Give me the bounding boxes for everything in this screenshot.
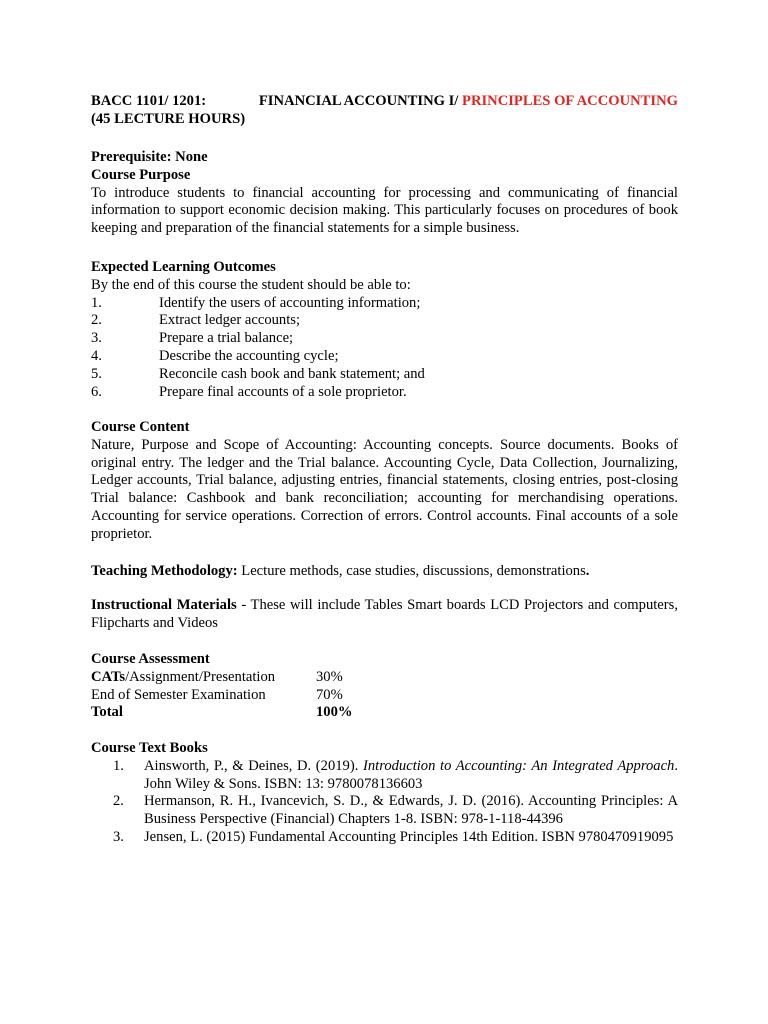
instructional-label: Instructional Materials: [91, 597, 237, 613]
outcomes-heading: Expected Learning Outcomes: [91, 259, 276, 275]
list-number: 1.: [113, 757, 124, 774]
book-entry: [144, 829, 678, 847]
text-books-list: [113, 758, 678, 847]
assessment-label-bold: CATs: [91, 668, 126, 685]
course-name-alt: PRINCIPLES OF ACCOUNTING: [462, 93, 678, 109]
list-number: 5.: [91, 365, 102, 382]
list-number: 1.: [91, 294, 102, 311]
list-item: [113, 829, 678, 847]
course-name: [259, 93, 678, 111]
list-text: Identify the users of accounting information;: [159, 294, 421, 311]
list-item: [91, 312, 678, 330]
assessment-value: 30%: [316, 668, 343, 685]
assessment-label: [91, 687, 316, 705]
list-number: 3.: [91, 330, 102, 347]
assessment-label-rest: /Assignment/Presentation: [125, 668, 276, 685]
list-text: Describe the accounting cycle;: [159, 347, 339, 364]
assessment-section: [91, 651, 678, 722]
list-text: Prepare a trial balance;: [159, 330, 294, 347]
list-item: [91, 366, 678, 384]
assessment-total-row: [91, 704, 678, 722]
list-item: [91, 348, 678, 366]
book-entry-pre: Ainsworth, P., & Deines, D. (2019).: [144, 757, 363, 774]
list-item: [113, 793, 678, 829]
teaching-end: .: [585, 563, 590, 579]
book-entry: [144, 758, 678, 794]
assessment-label-rest: End of Semester Examination: [91, 686, 266, 703]
course-purpose-heading: Course Purpose: [91, 166, 191, 183]
text-books-heading: Course Text Books: [91, 740, 208, 756]
course-purpose-text: To introduce students to financial accounting for processing and communicating of financial information to support economic decision making. This particularly focuses on procedures of book keeping and preparation of the financial statements for a simple business.: [91, 184, 678, 237]
book-entry: [144, 793, 678, 829]
assessment-total-label: Total: [91, 704, 123, 721]
instructional-text: - These will include Tables Smart boards LCD Projectors and computers, Flipcharts and Videos: [91, 597, 678, 631]
course-content-heading: Course Content: [91, 419, 190, 435]
list-number: 2.: [113, 793, 124, 810]
assessment-heading: Course Assessment: [91, 651, 210, 667]
assessment-value: 70%: [316, 686, 343, 703]
list-item: [91, 384, 678, 402]
list-number: 6.: [91, 383, 102, 400]
course-name-main: FINANCIAL ACCOUNTING I/: [258, 93, 459, 109]
list-text: Reconcile cash book and bank statement; and: [159, 365, 425, 382]
teaching-label: Teaching Methodology:: [91, 563, 238, 579]
assessment-total-value: 100%: [316, 704, 353, 721]
list-text: Prepare final accounts of a sole proprietor.: [159, 383, 407, 400]
prerequisite-line: Prerequisite: None: [91, 149, 208, 165]
list-number: 2.: [91, 312, 102, 329]
book-entry-post: . John Wiley & Sons. ISBN: 13: 9780078136603: [144, 757, 678, 792]
list-item: [91, 295, 678, 313]
book-entry-title: Introduction to Accounting: An Integrated Approach: [362, 757, 675, 774]
purpose-section: [91, 149, 678, 238]
instructional-materials: [91, 597, 678, 633]
lecture-hours: (45 LECTURE HOURS): [91, 110, 246, 127]
list-item: [113, 758, 678, 794]
course-content-text: Nature, Purpose and Scope of Accounting: Accounting concepts. Source documents. Books of original entry. The ledger and the Trial balance. Accounting Cycle, Data Collection, Journalizing, Ledger accounts, Trial balance, adjusting entries, financial statements, closing entries, post-closing Trial balance: Cashbook and bank reconciliation; accounting for merchandising operations. Accounting for service operations. Correction of errors. Control accounts. Final accounts of a sole proprietor.: [91, 436, 678, 542]
course-code: BACC 1101/ 1201:: [91, 93, 207, 109]
outcomes-list: [91, 295, 678, 402]
book-entry-pre: Hermanson, R. H., Ivancevich, S. D., & Edwards, J. D. (2016). Accounting Principles: A Business Perspective (Financial) Chapters 1-8. ISBN: 978-1-118-44396: [144, 793, 678, 828]
assessment-row: [91, 669, 678, 687]
outcomes-intro: By the end of this course the student should be able to:: [91, 276, 411, 293]
content-section: [91, 419, 678, 544]
list-text: Extract ledger accounts;: [159, 312, 301, 329]
list-number: 4.: [91, 347, 102, 364]
outcomes-section: [91, 259, 678, 401]
teaching-text: Lecture methods, case studies, discussions, demonstrations: [237, 563, 586, 579]
list-item: [91, 330, 678, 348]
course-title: [91, 93, 678, 129]
teaching-methodology: [91, 563, 678, 581]
course-title-line-1: [91, 93, 678, 111]
assessment-label: [91, 669, 316, 687]
book-entry-pre: Jensen, L. (2015) Fundamental Accounting Principles 14th Edition. ISBN 9780470919095: [144, 828, 674, 845]
text-books-section: [91, 740, 678, 847]
assessment-row: [91, 687, 678, 705]
list-number: 3.: [113, 828, 124, 845]
